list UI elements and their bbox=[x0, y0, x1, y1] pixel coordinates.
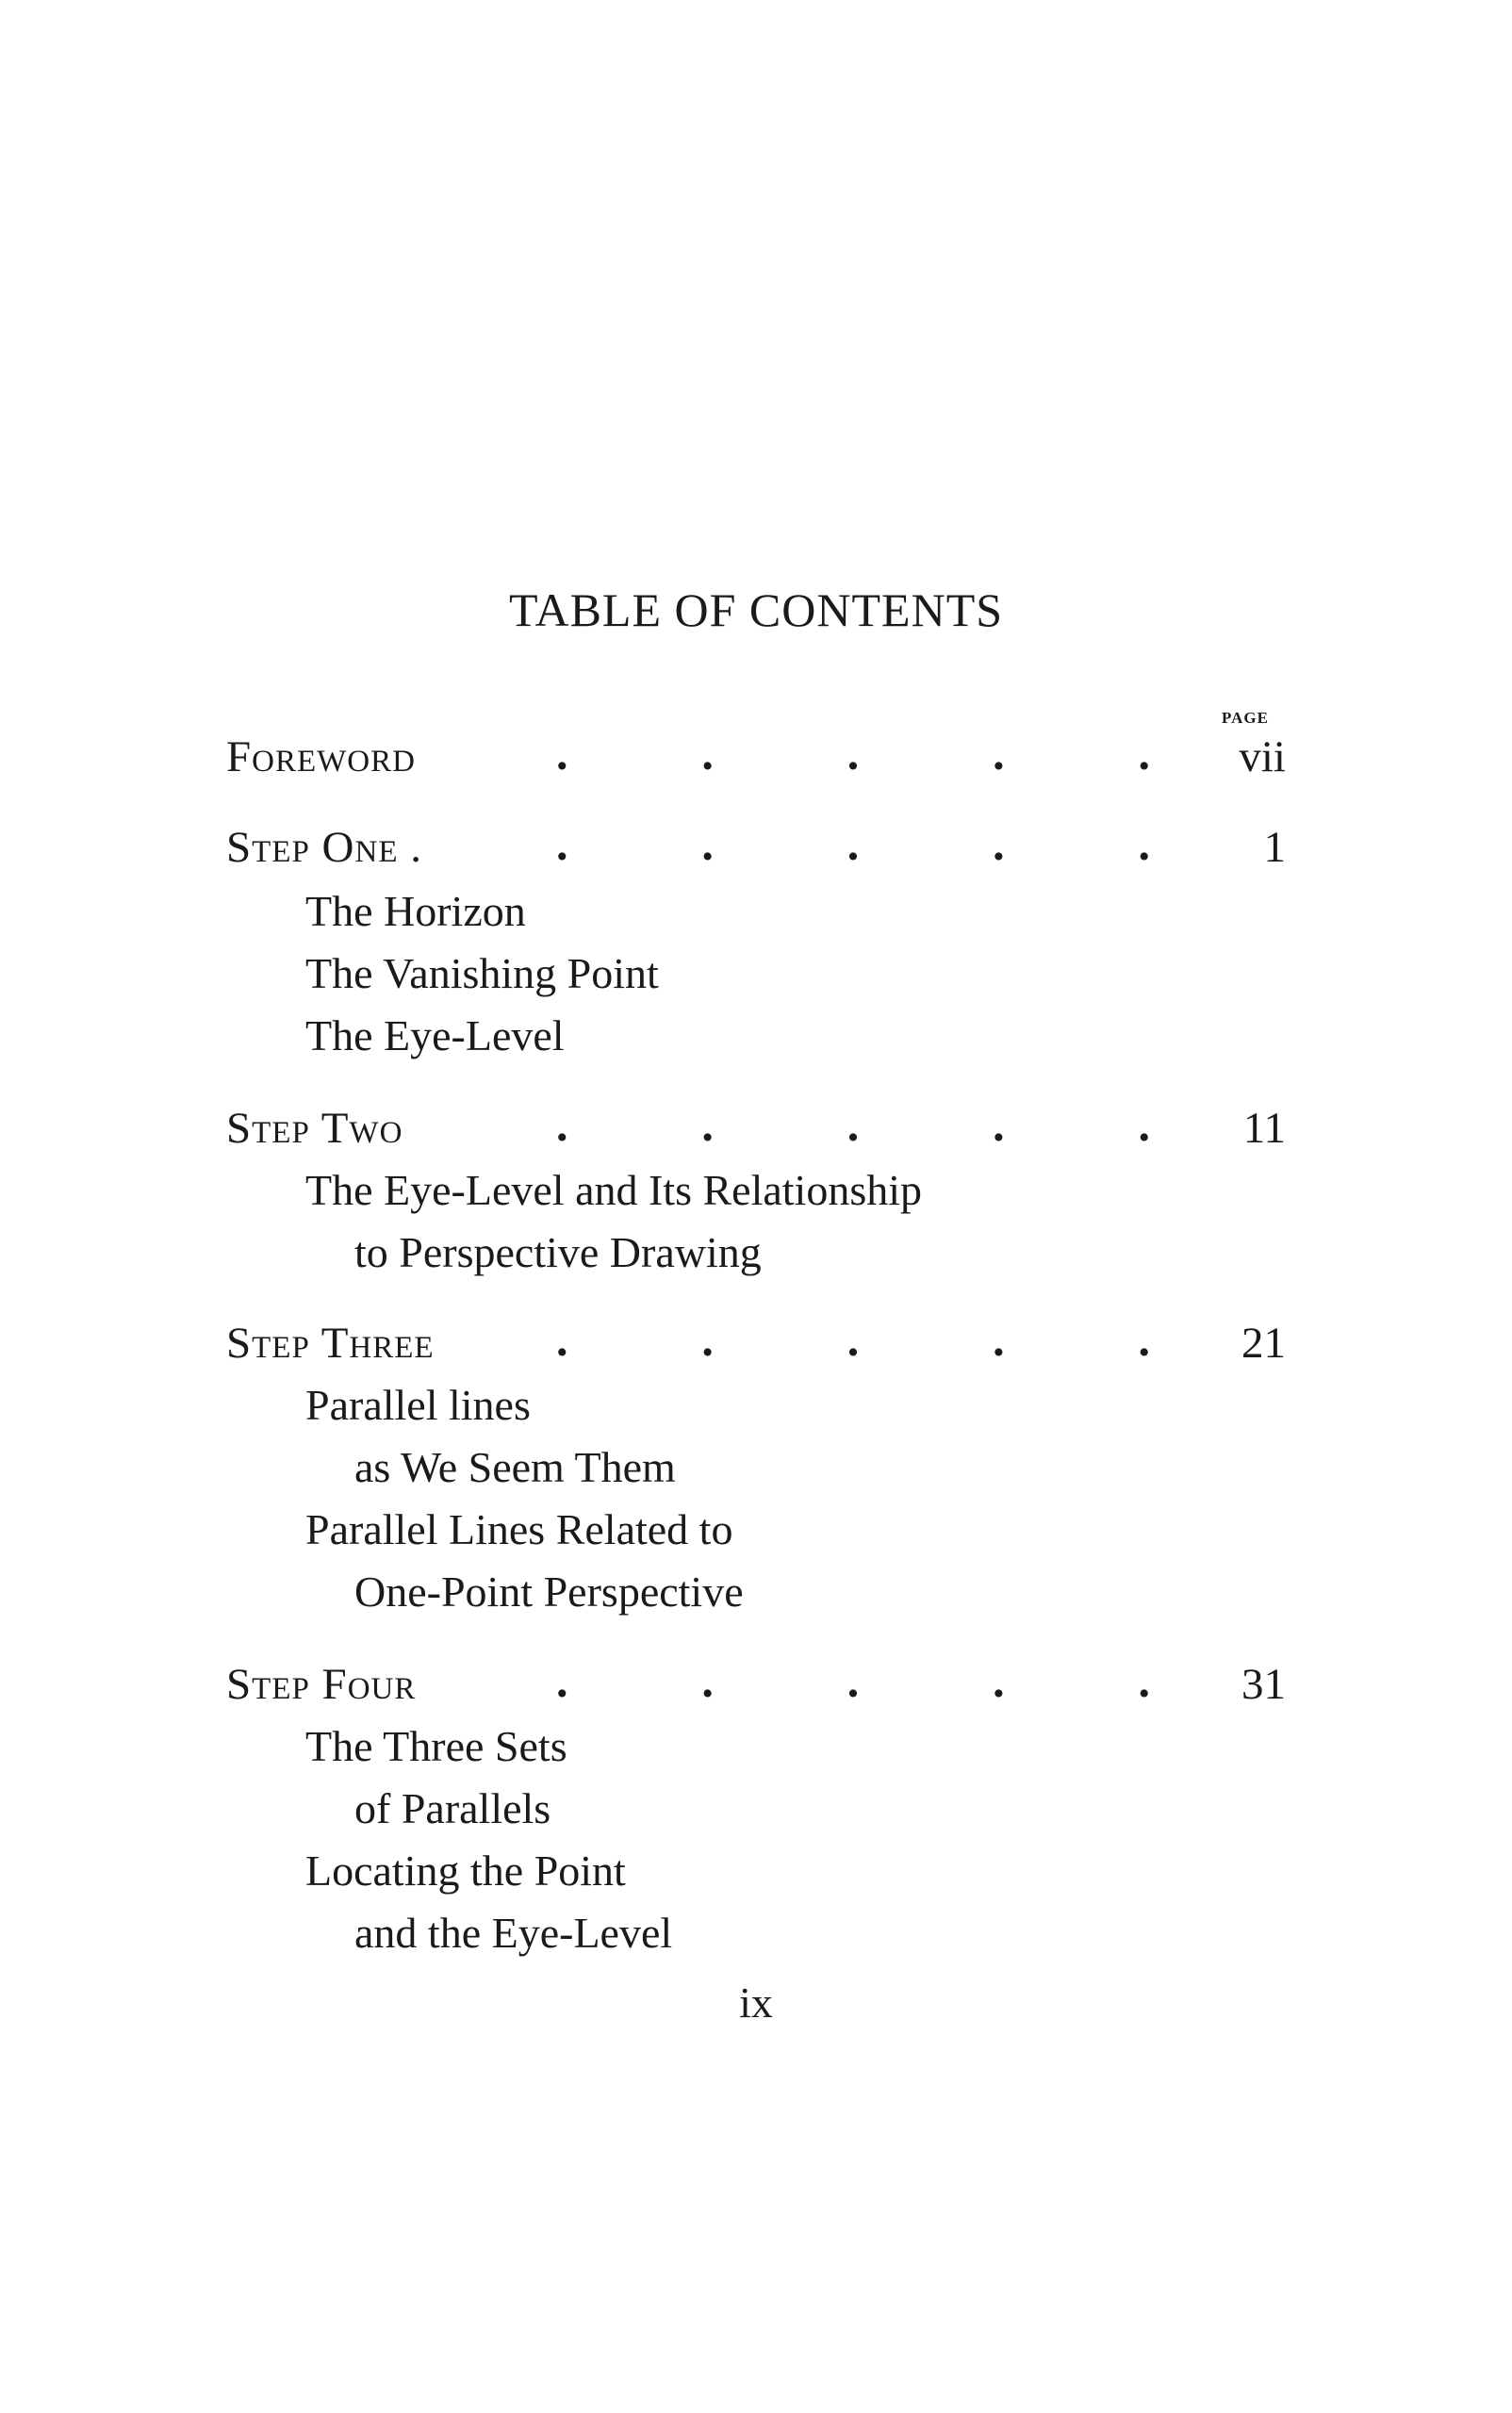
toc-subentry: and the Eye-Level bbox=[354, 1909, 673, 1957]
toc-heading-step-three: Step Three bbox=[226, 1319, 435, 1368]
toc-subentry: The Vanishing Point bbox=[305, 949, 659, 997]
toc-subentry: The Eye-Level bbox=[305, 1011, 565, 1059]
page-folio: ix bbox=[739, 1978, 773, 2027]
toc-subentry: to Perspective Drawing bbox=[354, 1228, 762, 1276]
toc-subentry: The Three Sets bbox=[305, 1722, 567, 1770]
toc-page-number: vii bbox=[1239, 732, 1286, 781]
dot-leaders: . . . . . bbox=[556, 1654, 1150, 1707]
page-title: TABLE OF CONTENTS bbox=[508, 583, 1004, 636]
dot-leaders: . . . . . bbox=[556, 817, 1150, 870]
toc-page-number: 31 bbox=[1241, 1660, 1286, 1709]
dot-leaders: . . . . . bbox=[556, 1313, 1150, 1366]
toc-heading-step-one: Step One . bbox=[226, 823, 422, 872]
dot-leaders: . . . . . bbox=[556, 1098, 1150, 1151]
toc-heading-foreword: Foreword bbox=[226, 732, 416, 781]
toc-subentry: Parallel lines bbox=[305, 1381, 531, 1429]
toc-subentry: The Horizon bbox=[305, 887, 526, 935]
toc-subentry: as We Seem Them bbox=[354, 1443, 676, 1491]
toc-page-number: 11 bbox=[1242, 1104, 1286, 1153]
dot-leaders: . . . . . bbox=[556, 727, 1150, 780]
toc-heading-step-four: Step Four bbox=[226, 1660, 417, 1709]
toc-page-number: 21 bbox=[1241, 1319, 1286, 1368]
toc-subentry: of Parallels bbox=[354, 1784, 551, 1832]
toc-page-number: 1 bbox=[1263, 823, 1286, 872]
page-column-label: PAGE bbox=[1222, 709, 1269, 727]
toc-subentry: Parallel Lines Related to bbox=[305, 1505, 733, 1553]
toc-subentry: Locating the Point bbox=[305, 1847, 626, 1895]
toc-heading-step-two: Step Two bbox=[226, 1104, 403, 1153]
toc-subentry: One-Point Perspective bbox=[354, 1568, 744, 1616]
toc-subentry: The Eye-Level and Its Relationship bbox=[305, 1166, 923, 1214]
